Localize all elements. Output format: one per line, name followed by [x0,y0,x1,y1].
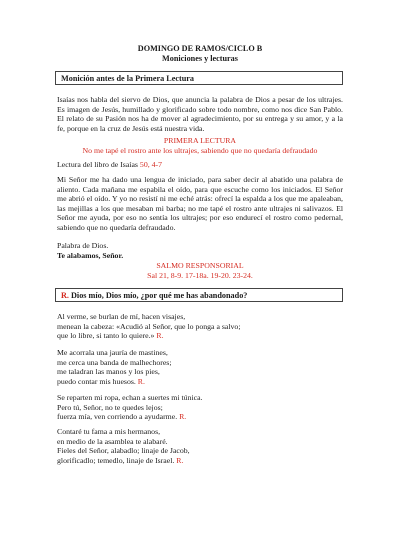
response-marker: R. [61,291,69,300]
stanza-line-text: que lo libre, si tanto lo quiere.» [57,331,157,340]
page-title: DOMINGO DE RAMOS/CICLO B [137,44,263,53]
page-subtitle: Moniciones y lecturas [162,54,238,63]
stanza-line: Pero tú, Señor, no te quedes lejos; [57,402,163,412]
stanza-line: menean la cabeza: «Acudió al Señor, que lo ponga a salvo; [57,321,241,331]
stanza-line: me cerca una banda de malhechores; [57,357,172,367]
stanza-3 [57,393,343,422]
stanza-line-last [57,456,343,466]
stanza-line-last [57,412,343,422]
lectura-closing: Palabra de Dios. [57,241,109,250]
lectura-intro: Lectura del libro de Isaías [57,160,140,169]
stanza-response-marker: R. [179,412,187,421]
page-header [0,44,400,64]
stanza-2 [57,348,343,386]
stanza-response-marker: R. [137,376,145,386]
monicion-title-box: Monición antes de la Primera Lectura [55,71,343,85]
stanza-line-last [57,377,343,387]
stanza-line-last [57,331,343,341]
salmo-reference: Sal 21, 8-9. 17-18a. 19-20. 23-24. [147,270,253,280]
stanza-line: Al verme, se burlan de mí, hacen visajes, [57,312,186,321]
stanza-line: en medio de la asamblea te alabaré. [57,436,168,446]
monicion-text: Isaías nos habla del siervo de Dios, que anuncia la palabra de Dios a pesar de los ultrajes. Es imagen de Jesús, humillado y glorificado sobre todo nombre, como nos dice San Pablo. El relato de su Pasión nos ha de mover al agradecimiento, por su entrega y su amor, y a la fe, porque en la cruz de Jesús está nuestra vida. [57,95,343,133]
primera-lectura-heading: PRIMERA LECTURA [163,136,237,145]
stanza-line: Fieles del Señor, alabadlo; linaje de Jacob, [57,446,190,455]
lectura-body: Mi Señor me ha dado una lengua de iniciado, para saber decir al abatido una palabra de aliento. Cada mañana me espabila el oído, para que escuche como los iniciados. El Señor me abrió el oído. Y yo no resistí ni me eché atrás: ofrecí la espalda a los que me apaleaban, las mejillas a los que mesaban mi barba; no me tapé el rostro ante ultrajes ni salivazos. El Señor me ayuda, por eso no sentía los ultrajes; por eso endurecí el rostro como pedernal, sabiendo que no quedaría defraudado. [57,175,343,232]
stanza-line: Se reparten mi ropa, echan a suertes mi túnica. [57,393,203,402]
lectura-intro-line [57,160,343,170]
stanza-line-text: fuerza mía, ven corriendo a ayudarme. [57,412,180,421]
salmo-response-text: Dios mío, Dios mío, ¿por qué me has abandonado? [68,291,248,300]
stanza-line: Me acorrala una jauría de mastines, [57,348,168,357]
salmo-heading: SALMO RESPONSORIAL [156,261,244,270]
stanza-line-text: glorificadlo; temedlo, linaje de Israel. [57,455,177,465]
stanza-1 [57,312,343,341]
lectura-response: Te alabamos, Señor. [57,251,124,260]
stanza-line: Contaré tu fama a mis hermanos, [57,427,161,436]
primera-lectura-subheading: No me tapé el rostro ante los ultrajes, sabiendo que no quedaría defraudado [82,145,318,155]
stanza-4 [57,427,343,465]
salmo-response-box [55,288,343,302]
stanza-response-marker: R. [176,455,184,465]
stanza-line: me taladran las manos y los pies, [57,367,160,376]
stanza-response-marker: R. [156,331,164,340]
stanza-line-text: puedo contar mis huesos. [57,376,138,386]
lectura-reference: 50, 4-7 [139,160,163,169]
